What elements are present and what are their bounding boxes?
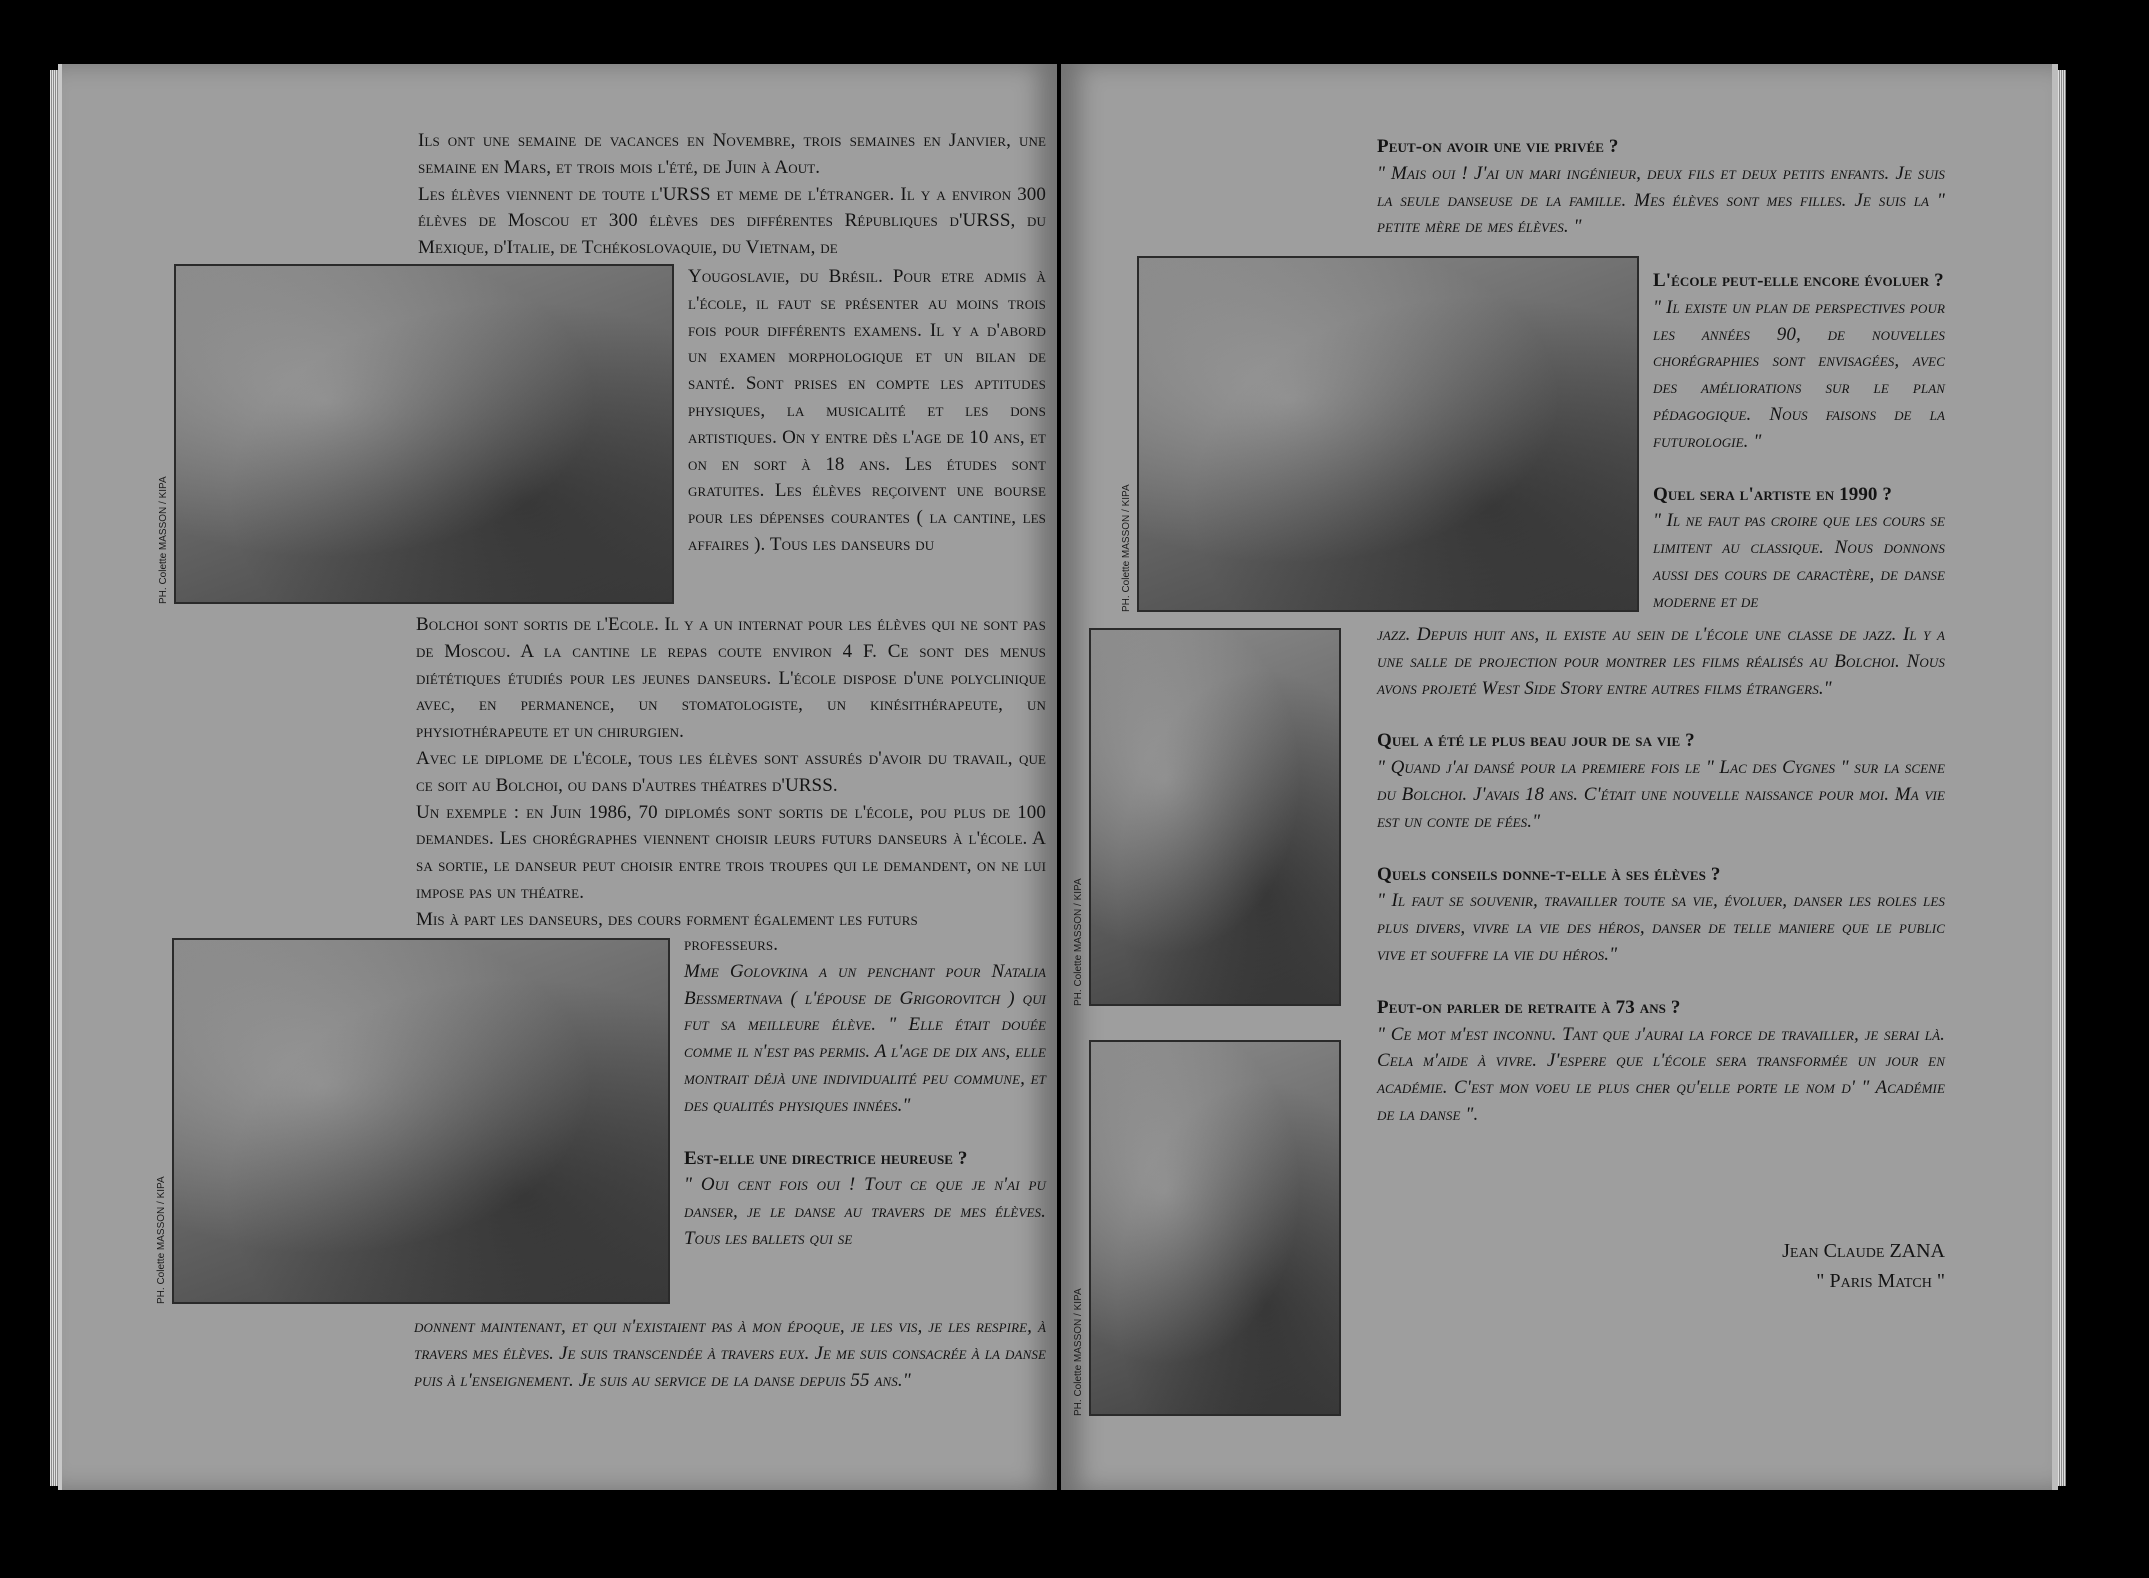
paragraph-exemple: Un exemple : en Juin 1986, 70 diplomés sont sortis de l'école, pou plus de 100 demandes. Les chorégraphes viennent choisir leurs futurs danseurs à l'école. A sa sortie, le danseur peut choisir entre trois troupes qui le demandent, on ne lui impose pas un théatre. [416,801,1046,903]
answer-evoluer: " Il existe un plan de perspectives pour les années 90, de nouvelles chorégraphies sont envisagées, avec des améliorations sur le plan pédagogique. Nous faisons de la futurologie. " [1653,296,1945,452]
girl-dancer-photo [1089,1040,1341,1416]
paragraph-professeurs-end: professeurs. [684,934,779,955]
answer-beau-jour: " Quand j'ai dansé pour la premiere fois le " Lac des Cygnes " sur la scene du Bolchoi. J'avais 18 ans. C'était une nouvelle naissance pour moi. Ma vie est un conte de fées." [1377,757,1945,832]
right-page [1061,64,2058,1490]
publication-name: " Paris Match " [1816,1270,1945,1292]
question-evoluer: L'école peut-elle encore évoluer ? [1653,270,1944,291]
photo-credit-boy: PH. Colette MASSON / KIPA [1073,878,1084,1006]
photo-credit-canteen: PH. Colette MASSON / KIPA [156,1176,167,1304]
paragraph-admission: Yougoslavie, du Brésil. Pour etre admis à l'école, il faut se présenter au moins trois fois pour différents examens. Il y a d'abord un examen morphologique et un bilan de santé. Sont prises en compte les aptitudes physiques, la musicalité et les dons artistiques. On y entre dès l'age de 10 ans, et on en sort à 18 ans. Les études sont gratuites. Les élèves reçoivent une bourse pour les dépenses courantes ( la cantine, les affaires ). Tous les danseurs du [688,266,1046,555]
paragraph-bolchoi: Bolchoi sont sortis de l'Ecole. Il y a un internat pour les élèves qui ne sont pas de Moscou. A la cantine le repas coute environ 4 F. Ce sont des menus diététiques étudiés pour les jeunes danseurs. L'école dispose d'une polyclinique avec, en permanence, un stomatologiste, un kinésithérapeute, un physiothérapeute et un chirurgien. [416,614,1046,743]
question-beau-jour: Quel a été le plus beau jour de sa vie ? [1377,730,1695,752]
question-retraite: Peut-on parler de retraite à 73 ans ? [1377,996,1681,1018]
left-page-edge [50,70,58,1486]
answer-conseils: " Il faut se souvenir, travailler toute sa vie, évoluer, danser les roles les plus divers, vivre la vie des héros, danser de telle maniere que le public vive et souffre la vie du héros." [1377,890,1945,965]
left-bottom-text [414,1314,1046,1394]
left-intro-text [418,128,1046,262]
paragraph-vacances: Ils ont une semaine de vacances en Novembre, trois semaines en Janvier, une semaine en Mars, et trois mois l'été, de Juin à Aout. [418,130,1046,178]
answer-artiste-start: " Il ne faut pas croire que les cours se limitent au classique. Nous donnons aussi des cours de caractère, de danse moderne et de [1653,510,1945,612]
question-vie-privee: Peut-on avoir une vie privée ? [1377,136,1619,157]
left-beside-photo2-text [684,932,1046,1253]
answer-retraite: " Ce mot m'est inconnu. Tant que j'aurai la force de travailler, je serai là. Cela m'aide à vivre. J'espere que l'école sera transformée un jour en académie. C'est mon voeu le plus cher qu'elle porte le nom d' " Académie de la danse ". [1377,1023,1945,1125]
right-page-edge [2058,70,2066,1486]
canteen-photo [172,938,670,1304]
answer-directrice-start: " Oui cent fois oui ! Tout ce que je n'ai pu danser, je le danse au travers de mes élèves. Tous les ballets qui se [684,1174,1046,1249]
right-top-text [1377,134,1945,241]
paragraph-golovkina: Mme Golovkina a un penchant pour Natalia Bessmertnava ( l'épouse de Grigorovitch ) qui fut sa meilleure élève. " Elle était douée comme il n'est pas permis. A l'age de dix ans, elle montrait déjà une individualité peu commune, et des qualités physiques innées." [684,960,1046,1116]
right-beside-photo-text [1653,268,1945,616]
paragraph-professeurs: Mis à part les danseurs, des cours forment également les futurs [416,908,918,930]
left-page [58,64,1057,1490]
article-signature [1645,1236,1945,1296]
paragraph-diplome: Avec le diplome de l'école, tous les élèves sont assurés d'avoir du travail, que ce soit au Bolchoi, ou dans d'autres théatres d'URSS. [416,747,1046,796]
answer-artiste-end: jazz. Depuis huit ans, il existe au sein de l'école une classe de jazz. Il y a une salle de projection pour montrer les films réalisés au Bolchoi. Nous avons projeté West Side Story entre autres films étrangers." [1377,624,1945,699]
photo-credit-group: PH. Colette MASSON / KIPA [1121,484,1132,612]
left-beside-photo-text [688,264,1046,559]
author-name: Jean Claude ZANA [1782,1240,1945,1262]
photo-credit-girl: PH. Colette MASSON / KIPA [1073,1288,1084,1416]
answer-directrice-end: donnent maintenant, et qui n'existaient pas à mon époque, je les vis, je les respire, à travers mes élèves. Je suis transcendée à travers eux. Je me suis consacrée à la danse puis à l'enseignement. Je suis au service de la danse depuis 55 ans." [414,1316,1046,1391]
answer-vie-privee: " Mais oui ! J'ai un mari ingénieur, deux fils et deux petits enfants. Je suis la seule danseuse de la famille. Mes élèves sont mes filles. Je suis la " petite mère de mes élèves. " [1377,162,1945,238]
question-directrice: Est-elle une directrice heureuse ? [684,1147,968,1169]
question-conseils: Quels conseils donne-t-elle à ses élèves ? [1377,863,1721,885]
right-lower-text [1377,622,1945,1129]
students-group-photo [1137,256,1639,612]
question-artiste: Quel sera l'artiste en 1990 ? [1653,483,1892,505]
paragraph-eleves: Les élèves viennent de toute l'URSS et meme de l'étranger. Il y a environ 300 élèves de Moscou et 300 élèves des différentes Républiques d'URSS, du Mexique, d'Italie, de Tchékoslovaquie, du Vietnam, de [418,183,1046,259]
photo-credit-classroom: PH. Colette MASSON / KIPA [158,476,169,604]
boy-dancer-photo [1089,628,1341,1006]
left-middle-text [416,612,1046,934]
classroom-photo [174,264,674,604]
